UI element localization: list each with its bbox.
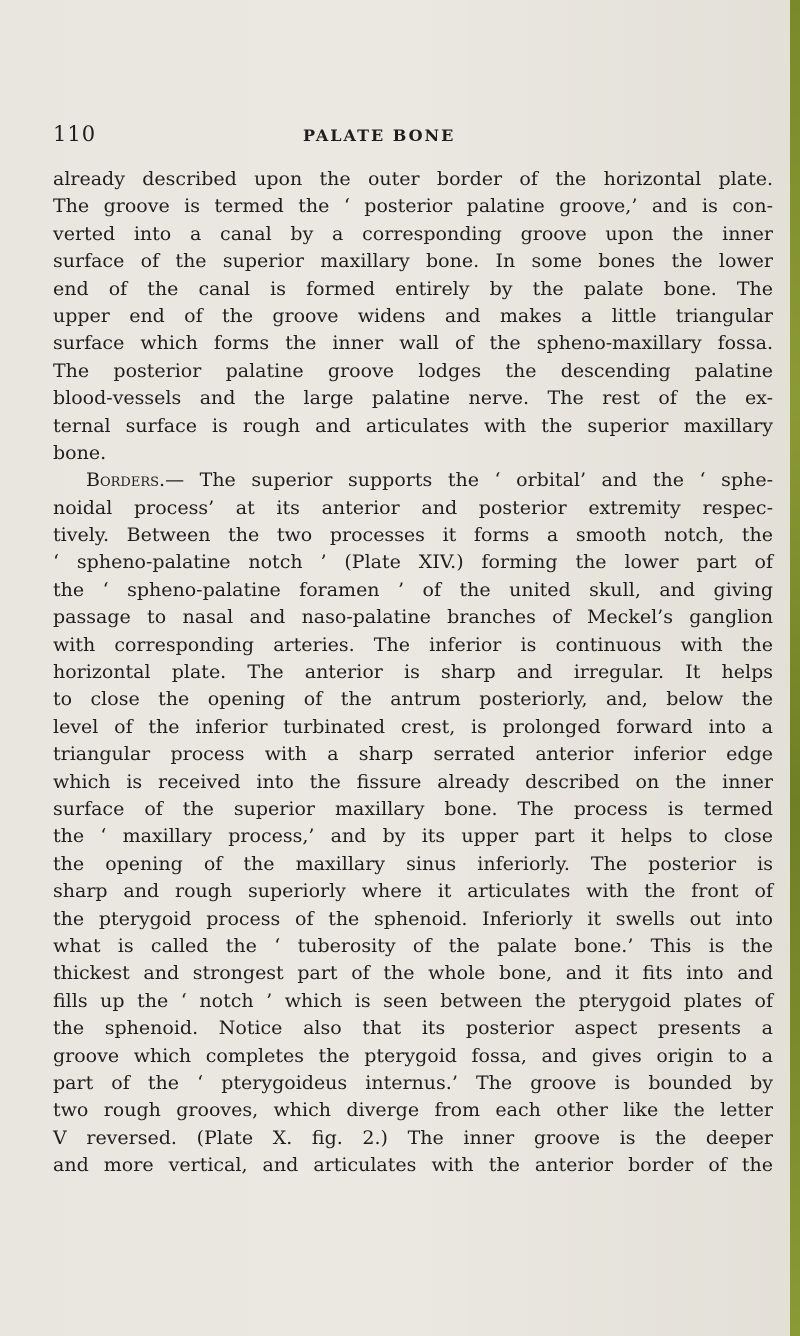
line-text: part of the ‘ pterygoideus internus.’ The groove is bounded by: [53, 1071, 773, 1094]
text-line: [53, 385, 773, 412]
line-text: passage to nasal and naso-palatine branches of Meckel’s ganglion: [53, 606, 773, 629]
text-line: [53, 878, 773, 905]
line-text: the opening of the maxillary sinus inferiorly. The posterior is: [53, 852, 773, 875]
text-line: [53, 933, 773, 960]
line-text: surface which forms the inner wall of the spheno-maxillary fossa.: [53, 332, 773, 355]
line-text: tively. Between the two processes it forms a smooth notch, the: [53, 524, 773, 547]
text-line: [53, 413, 773, 440]
line-text: V reversed. (Plate X. fig. 2.) The inner groove is the deeper: [53, 1126, 773, 1149]
text-line: [53, 330, 773, 357]
line-text: surface of the superior maxillary bone. The process is termed: [53, 797, 773, 820]
page-edge: [790, 0, 800, 1336]
text-line: [53, 221, 773, 248]
text-line: [53, 495, 773, 522]
line-text: bone.: [53, 441, 107, 464]
line-text: fills up the ‘ notch ’ which is seen between the pterygoid plates of: [53, 989, 773, 1012]
line-text: end of the canal is formed entirely by the palate bone. The: [53, 277, 773, 300]
text-line: [53, 1152, 773, 1179]
text-line: [53, 960, 773, 987]
line-text: the pterygoid process of the sphenoid. Inferiorly it swells out into: [53, 907, 773, 930]
line-text: to close the opening of the antrum posteriorly, and, below the: [53, 688, 773, 711]
text-line: [53, 988, 773, 1015]
page-header: [53, 122, 763, 152]
text-line: [53, 549, 773, 576]
text-line: [53, 796, 773, 823]
text-line: [53, 906, 773, 933]
text-line: [53, 1097, 773, 1124]
text-line: [53, 632, 773, 659]
text-line: [53, 440, 773, 467]
line-text: noidal process’ at its anterior and posterior extremity respec-: [53, 496, 773, 519]
text-line: [53, 769, 773, 796]
line-text: which is received into the fissure already described on the inner: [53, 770, 773, 793]
line-text: with corresponding arteries. The inferior is continuous with the: [53, 633, 773, 656]
line-text: and more vertical, and articulates with the anterior border of the: [53, 1154, 773, 1177]
line-text: The posterior palatine groove lodges the descending palatine: [53, 359, 773, 382]
line-text: the ‘ maxillary process,’ and by its upper part it helps to close: [53, 825, 773, 848]
text-line: [53, 604, 773, 631]
line-text: surface of the superior maxillary bone. In some bones the lower: [53, 250, 773, 273]
line-text: the sphenoid. Notice also that its posterior aspect presents a: [53, 1017, 773, 1040]
line-text: level of the inferior turbinated crest, is prolonged forward into a: [53, 715, 773, 738]
text-line: [53, 166, 773, 193]
line-text: — The superior supports the ‘ orbital’ and the ‘ sphe-: [165, 469, 773, 492]
page-number: 110: [53, 122, 97, 146]
line-text: thickest and strongest part of the whole bone, and it fits into and: [53, 962, 773, 985]
line-text: horizontal plate. The anterior is sharp and irregular. It helps: [53, 661, 773, 684]
section-heading: Borders.: [86, 469, 166, 492]
line-text: already described upon the outer border of the horizontal plate.: [53, 168, 773, 190]
text-line: [53, 522, 773, 549]
line-text: two rough grooves, which diverge from each other like the letter: [53, 1099, 773, 1122]
text-line: [53, 467, 773, 494]
line-text: verted into a canal by a corresponding groove upon the inner: [53, 222, 773, 245]
text-line: [53, 276, 773, 303]
line-text: upper end of the groove widens and makes a little triangular: [53, 304, 773, 327]
text-line: [53, 659, 773, 686]
text-line: [53, 248, 773, 275]
line-text: the ‘ spheno-palatine foramen ’ of the united skull, and giving: [53, 578, 773, 601]
line-text: blood-vessels and the large palatine nerve. The rest of the ex-: [53, 387, 773, 410]
line-text: ternal surface is rough and articulates with the superior maxillary: [53, 414, 773, 437]
running-head: PALATE BONE: [303, 126, 456, 145]
text-line: [53, 577, 773, 604]
line-text: groove which completes the pterygoid fossa, and gives origin to a: [53, 1044, 773, 1067]
text-line: [53, 851, 773, 878]
line-text: what is called the ‘ tuberosity of the palate bone.’ This is the: [53, 934, 773, 957]
line-text: The groove is termed the ‘ posterior palatine groove,’ and is con-: [53, 195, 773, 218]
line-text: sharp and rough superiorly where it articulates with the front of: [53, 880, 773, 903]
text-line: [53, 303, 773, 330]
line-text: ‘ spheno-palatine notch ’ (Plate XIV.) forming the lower part of: [53, 551, 773, 574]
text-line: [53, 1070, 773, 1097]
text-line: [53, 193, 773, 220]
text-line: [53, 1015, 773, 1042]
text-line: [53, 1043, 773, 1070]
line-text: triangular process with a sharp serrated anterior inferior edge: [53, 743, 773, 766]
text-line: [53, 358, 773, 385]
text-line: [53, 1125, 773, 1152]
text-line: [53, 823, 773, 850]
text-line: [53, 741, 773, 768]
body-text: [53, 166, 773, 1179]
text-line: [53, 714, 773, 741]
text-line: [53, 686, 773, 713]
